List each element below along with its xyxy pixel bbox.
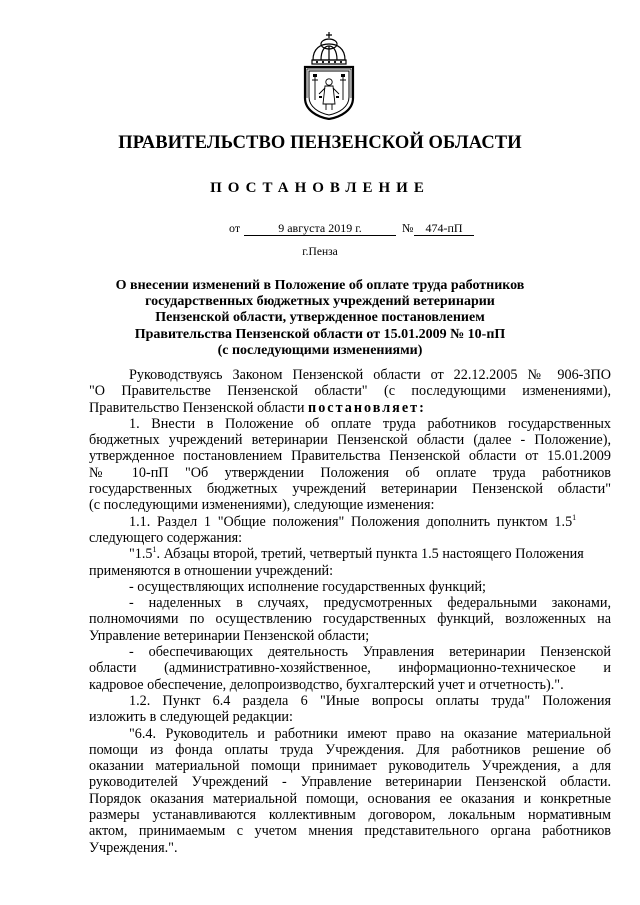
subject-line: (с последующими изменениями): [217, 342, 423, 358]
body-line: "О Правительстве Пензенской области" (с последующими изменениями),: [89, 383, 611, 400]
body-line: - обеспечивающих деятельность Управления ветеринарии Пензенской: [129, 644, 611, 661]
resolves-keyword: постановляет:: [308, 399, 426, 416]
body-line: области (административно-хозяйственное, информационно-техническое и: [89, 660, 611, 677]
body-line: бюджетных учреждений ветеринарии Пензенской области (далее - Положение),: [89, 432, 611, 449]
subject-line: О внесении изменений в Положение об оплате труда работников: [115, 278, 525, 293]
body-line: Учреждения.".: [89, 839, 178, 856]
body-line: применяются в отношении учреждений:: [89, 562, 334, 579]
document-subject: [100, 278, 540, 359]
body-line: актом, принимаемым с учетом мнения представительного органа работников: [89, 823, 611, 840]
date-prefix: от: [229, 221, 241, 235]
body-line: изложить в следующей редакции:: [89, 709, 293, 726]
quote-rest: . Абзацы второй, третий, четвертый пункта 1.5 настоящего Положения: [156, 546, 584, 563]
body-line: 1.2. Пункт 6.4 раздела 6 "Иные вопросы оплаты труда" Положения: [129, 692, 611, 709]
body-line: Управление ветеринарии Пензенской области;: [89, 627, 370, 644]
body-line: (с последующими изменениями), следующие изменения:: [89, 497, 435, 514]
quote-start: "1.5: [129, 546, 153, 563]
subject-line: Пензенской области, утвержденное постановлением: [155, 310, 485, 326]
body-line: следующего содержания:: [89, 529, 243, 546]
body-line: 1. Внести в Положение об оплате труда работников государственных: [129, 415, 611, 432]
body-line: [89, 546, 611, 562]
body-line: государственных бюджетных учреждений ветеринарии Пензенской области": [89, 481, 611, 498]
city: г.Пенза: [302, 246, 338, 258]
body-line: руководителей Учреждений - Управление ветеринарии Пензенской области.: [89, 774, 611, 791]
preamble-end: Правительство Пензенской области: [89, 399, 305, 416]
document-type: ПОСТАНОВЛЕНИЕ: [210, 180, 430, 196]
body-line: помощи из фонда оплаты труда Учреждения. Для работников решение об: [89, 741, 611, 758]
superscript: 1: [572, 512, 577, 522]
body-line: [89, 514, 611, 530]
subject-line: государственных бюджетных учреждений ветеринарии: [145, 294, 495, 310]
item-1-1-text: 1.1. Раздел 1 "Общие положения" Положения дополнить пунктом 1.5: [129, 513, 573, 530]
body-line: "6.4. Руководитель и работники имеют право на оказание материальной: [129, 725, 611, 742]
body-line: полномочиями по осуществлению государственных функций, возложенных на: [89, 611, 611, 628]
body-line: размеры устанавливаются коллективным договором, локальным нормативным: [89, 807, 611, 824]
body-line: кадровое обеспечение, делопроизводство, бухгалтерский учет и отчетность).".: [89, 676, 564, 693]
body-line: утвержденное постановлением Правительства Пензенской области от 15.01.2009: [89, 448, 611, 465]
document-date: 9 августа 2019 г.: [244, 221, 396, 236]
government-title: ПРАВИТЕЛЬСТВО ПЕНЗЕНСКОЙ ОБЛАСТИ: [118, 133, 522, 153]
document-body: [89, 367, 611, 856]
body-line: Порядок оказания материальной помощи, основания ее оказания и конкретные: [89, 790, 611, 807]
body-line: - осуществляющих исполнение государственных функций;: [129, 578, 486, 595]
body-line: [89, 400, 611, 416]
number-prefix: №: [402, 221, 414, 235]
subject-line: Правительства Пензенской области от 15.01.2009 № 10-пП: [134, 326, 506, 342]
superscript: 1: [152, 545, 157, 555]
body-line: № 10-пП "Об утверждении Положения об оплате труда работников: [89, 464, 611, 481]
body-line: - наделенных в случаях, предусмотренных федеральными законами,: [129, 595, 611, 612]
coat-of-arms-icon: [295, 30, 363, 120]
body-line: Руководствуясь Законом Пензенской области от 22.12.2005 № 906-ЗПО: [129, 367, 611, 383]
body-line: оказании материальной помощи принимает руководитель Учреждения, а для: [89, 758, 611, 775]
document-number: 474-пП: [414, 221, 474, 236]
